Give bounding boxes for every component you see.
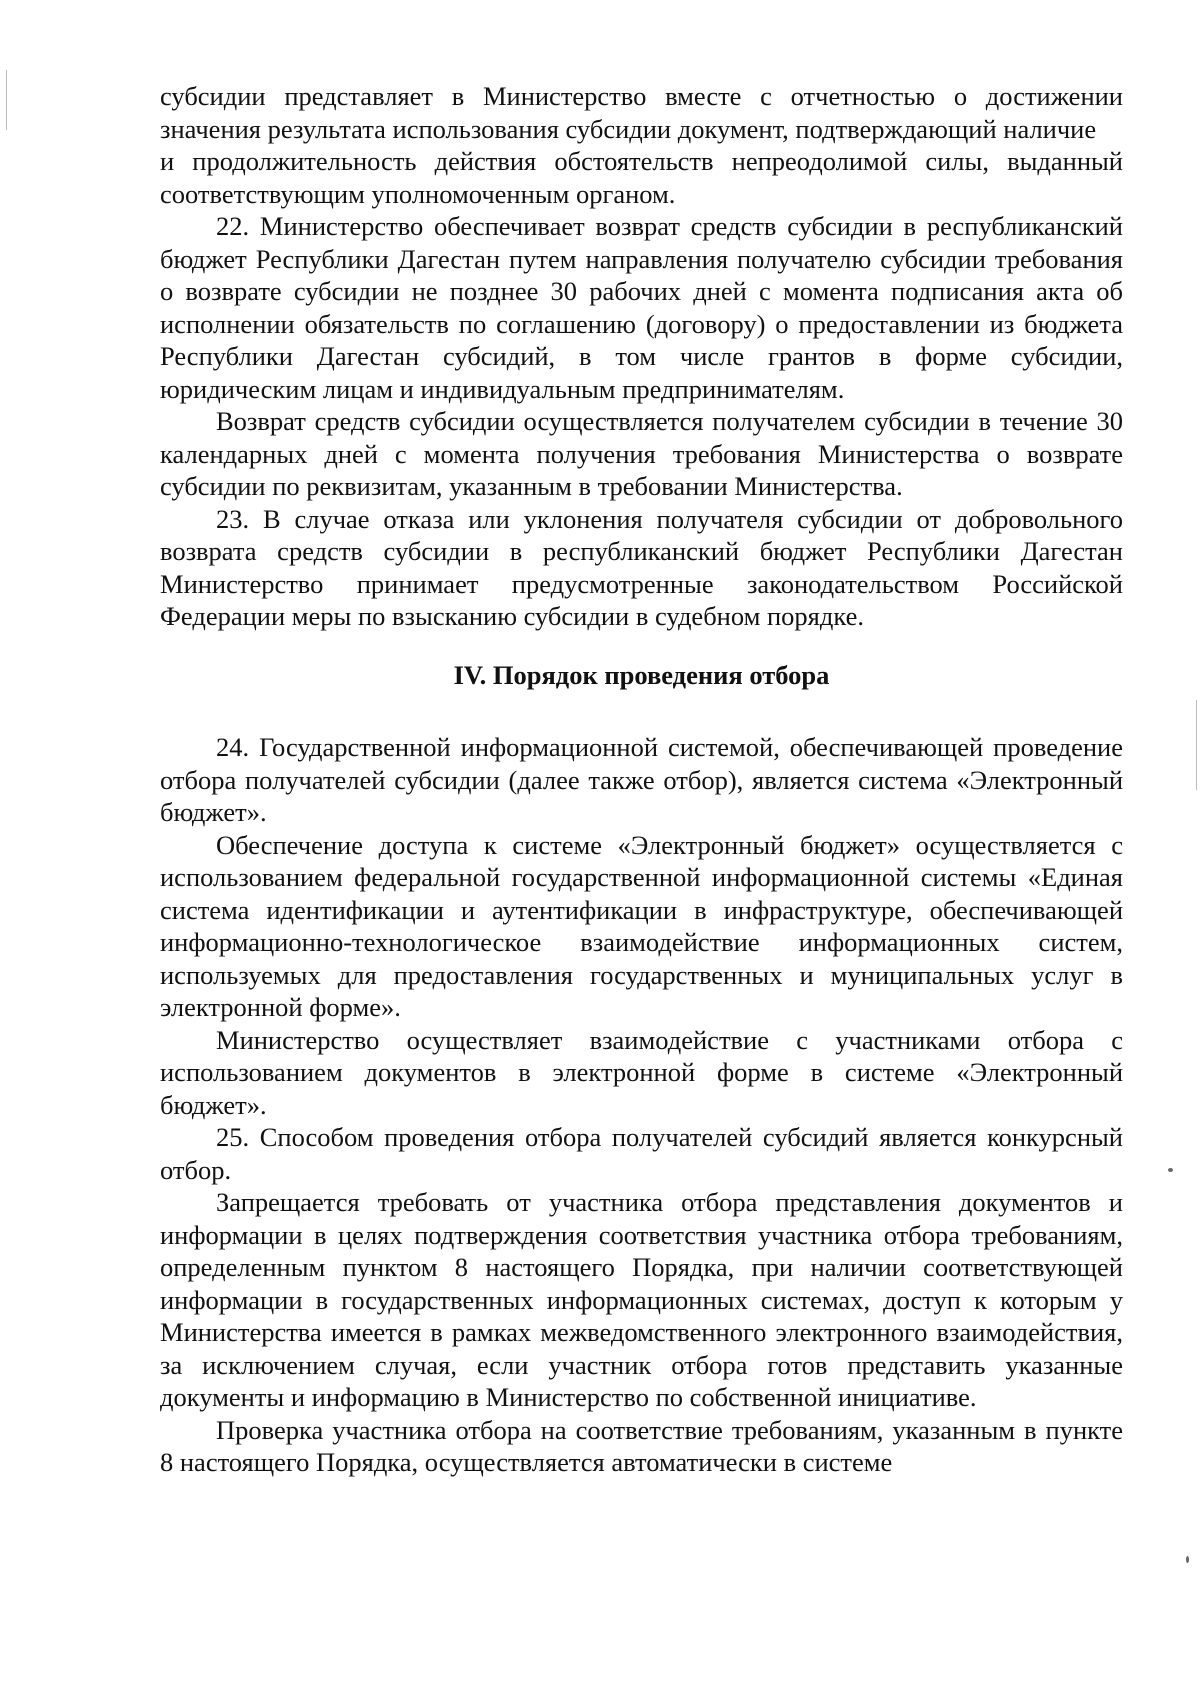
scan-speck: [1168, 1168, 1173, 1172]
paragraph-force-majeure: и продолжительность действия обстоятельств непреодолимой силы, выданный соответствующим уполномоченным органом.: [160, 146, 1123, 209]
paragraph-23: 23. В случае отказа или уклонения получателя субсидии от добровольного возврата средств субсидии в республиканский бюджет Республики Дагестан Министерство принимает предусмотренные законодательством Российской Федерации меры по взысканию субсидии в судебном порядке.: [160, 503, 1123, 631]
paragraph-prohibition: Запрещается требовать от участника отбора представления документов и информации в целях подтверждения соответствия участника отбора требованиям, определенным пунктом 8 настоящего Порядка, при наличии соответствующей информации в государственных информационных системах, доступ к которым у Министерства имеется в рамках межведомственного электронного взаимодействия, за исключением случая, если участник отбора готов представить указанные документы и информацию в Министерство по собственной инициативе.: [160, 1187, 1123, 1412]
document-body: [160, 80, 1123, 1479]
paragraph-22: 22. Министерство обеспечивает возврат средств субсидии в республиканский бюджет Республики Дагестан путем направления получателю субсидии требования о возврате субсидии не позднее 30 рабочих дней с момента подписания акта об исполнении обязательств по соглашению (договору) о предоставлении из бюджета Республики Дагестан субсидий, в том числе грантов в форме субсидии, юридическим лицам и индивидуальным предпринимателям.: [160, 211, 1123, 404]
paragraph-continuation: субсидии представляет в Министерство вместе с отчетностью о достижении значения результата использования субсидии документ, подтверждающий наличие: [160, 81, 1123, 144]
scan-speck: [1186, 1556, 1189, 1563]
paragraph-25: 25. Способом проведения отбора получателей субсидий является конкурсный отбор.: [160, 1122, 1123, 1185]
section-heading: IV. Порядок проведения отбора: [453, 659, 830, 690]
paragraph-verification: Проверка участника отбора на соответствие требованиям, указанным в пункте 8 настоящего Порядка, осуществляется автоматически в системе: [160, 1414, 1123, 1477]
paragraph-refund-term: Возврат средств субсидии осуществляется получателем субсидии в течение 30 календарных дней с момента получения требования Министерства о возврате субсидии по реквизитам, указанным в требовании Министерства.: [160, 406, 1123, 501]
paragraph-24: 24. Государственной информационной системой, обеспечивающей проведение отбора получателей субсидии (далее также отбор), является система «Электронный бюджет».: [160, 732, 1123, 827]
paragraph-interaction: Министерство осуществляет взаимодействие с участниками отбора с использованием документов в электронной форме в системе «Электронный бюджет».: [160, 1024, 1123, 1120]
scan-edge-mark-right: [1196, 700, 1197, 790]
scan-edge-mark-left: [6, 70, 7, 130]
paragraph-access: Обеспечение доступа к системе «Электронный бюджет» осуществляется с использованием федеральной государственной информационной системы «Единая система идентификации и аутентификации в инфраструктуре, обеспечивающей информационно-технологическое взаимодействие информационных систем, используемых для предоставления государственных и муниципальных услуг в электронной форме».: [160, 829, 1123, 1022]
